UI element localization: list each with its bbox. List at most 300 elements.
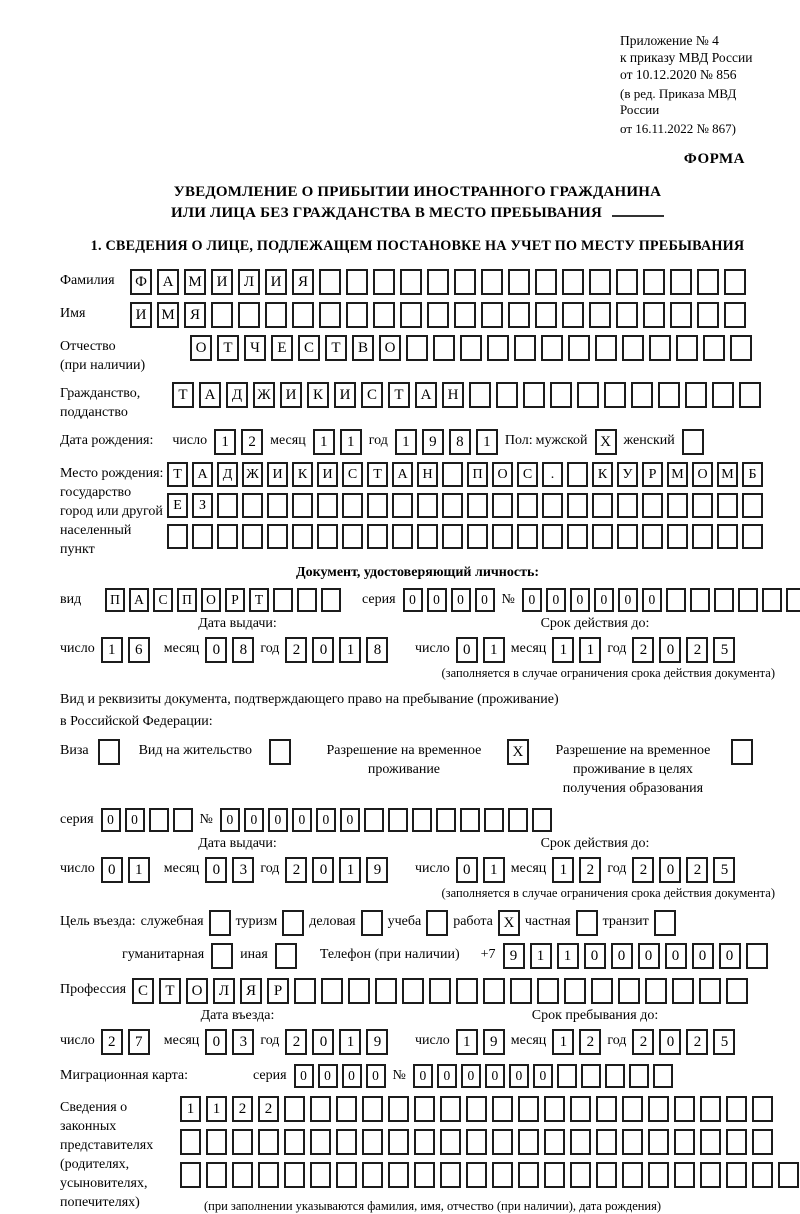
char-cell[interactable] [402,978,424,1004]
char-cell[interactable] [629,1064,649,1088]
char-cell[interactable]: 1 [313,429,335,455]
char-cell[interactable] [562,269,584,295]
char-cell[interactable] [717,524,738,549]
char-cell[interactable] [496,382,518,408]
char-cell[interactable]: А [392,462,413,487]
char-cell[interactable] [592,493,613,518]
char-cell[interactable]: 0 [403,588,423,612]
char-cell[interactable]: Н [417,462,438,487]
char-cell[interactable] [317,524,338,549]
char-cell[interactable]: Ф [130,269,152,295]
char-cell[interactable] [697,269,719,295]
sex-male-checkbox[interactable] [595,429,617,455]
char-cell[interactable] [414,1162,435,1188]
char-cell[interactable] [537,978,559,1004]
char-cell[interactable] [550,382,572,408]
char-cell[interactable]: 0 [427,588,447,612]
char-cell[interactable]: 0 [312,857,334,883]
char-cell[interactable] [469,382,491,408]
char-cell[interactable] [284,1096,305,1122]
char-cell[interactable] [388,808,408,832]
char-cell[interactable]: Ж [253,382,275,408]
char-cell[interactable]: 2 [258,1096,279,1122]
char-cell[interactable] [336,1162,357,1188]
identity-kind-boxes[interactable] [105,588,341,612]
char-cell[interactable] [697,302,719,328]
char-cell[interactable] [570,1129,591,1155]
char-cell[interactable]: М [184,269,206,295]
char-cell[interactable] [643,269,665,295]
char-cell[interactable] [622,1096,643,1122]
char-cell[interactable] [523,382,545,408]
temp-permit-edu-checkbox[interactable] [731,739,753,765]
char-cell[interactable]: П [177,588,197,612]
char-cell[interactable]: 0 [584,943,606,969]
char-cell[interactable]: И [280,382,302,408]
char-cell[interactable] [581,1064,601,1088]
char-cell[interactable]: 5 [713,857,735,883]
char-cell[interactable] [481,269,503,295]
char-cell[interactable]: А [129,588,149,612]
char-cell[interactable]: С [342,462,363,487]
char-cell[interactable]: Т [325,335,347,361]
char-cell[interactable] [346,302,368,328]
char-cell[interactable]: Л [238,269,260,295]
purpose-business-checkbox[interactable] [361,910,383,936]
char-cell[interactable]: Я [292,269,314,295]
char-cell[interactable] [700,1096,721,1122]
char-cell[interactable]: 1 [180,1096,201,1122]
visa-checkbox[interactable] [98,739,120,765]
char-cell[interactable] [618,978,640,1004]
char-cell[interactable] [670,269,692,295]
char-cell[interactable]: О [186,978,208,1004]
char-cell[interactable]: 3 [232,1029,254,1055]
identity-expiry-day-boxes[interactable] [456,637,505,663]
char-cell[interactable] [454,302,476,328]
char-cell[interactable]: Я [184,302,206,328]
char-cell[interactable] [631,382,653,408]
purpose-tourism-checkbox[interactable] [282,910,304,936]
char-cell[interactable] [692,524,713,549]
char-cell[interactable] [596,1162,617,1188]
char-cell[interactable] [724,302,746,328]
char-cell[interactable]: 1 [483,637,505,663]
char-cell[interactable]: 9 [366,857,388,883]
stay-day-boxes[interactable] [456,1029,505,1055]
char-cell[interactable]: 1 [101,637,123,663]
char-cell[interactable]: 0 [437,1064,457,1088]
entry-month-boxes[interactable] [205,1029,254,1055]
char-cell[interactable]: Т [388,382,410,408]
char-cell[interactable]: 0 [292,808,312,832]
char-cell[interactable]: . [542,462,563,487]
char-cell[interactable]: 2 [686,857,708,883]
char-cell[interactable]: 2 [579,857,601,883]
char-cell[interactable] [746,943,768,969]
char-cell[interactable]: 2 [101,1029,123,1055]
residence-issue-year-boxes[interactable] [285,857,388,883]
char-cell[interactable]: К [307,382,329,408]
char-cell[interactable]: 1 [483,857,505,883]
sex-female-checkbox[interactable] [682,429,704,455]
char-cell[interactable] [596,1129,617,1155]
migration-series-boxes[interactable] [294,1064,386,1088]
char-cell[interactable]: 0 [205,857,227,883]
char-cell[interactable]: О [190,335,212,361]
char-cell[interactable] [427,302,449,328]
char-cell[interactable]: 0 [461,1064,481,1088]
char-cell[interactable] [643,302,665,328]
char-cell[interactable] [388,1162,409,1188]
char-cell[interactable] [648,1129,669,1155]
char-cell[interactable] [514,335,536,361]
char-cell[interactable] [699,978,721,1004]
char-cell[interactable] [267,493,288,518]
char-cell[interactable] [591,978,613,1004]
char-cell[interactable] [570,1096,591,1122]
char-cell[interactable]: У [617,462,638,487]
char-cell[interactable]: Е [271,335,293,361]
char-cell[interactable]: 0 [220,808,240,832]
char-cell[interactable]: X [595,429,617,455]
char-cell[interactable]: А [199,382,221,408]
representatives-boxes-row-2[interactable] [180,1129,799,1155]
char-cell[interactable]: Т [367,462,388,487]
char-cell[interactable]: 5 [713,637,735,663]
char-cell[interactable] [364,808,384,832]
char-cell[interactable]: М [157,302,179,328]
char-cell[interactable] [508,269,530,295]
char-cell[interactable] [577,382,599,408]
entry-day-boxes[interactable] [101,1029,150,1055]
surname-boxes[interactable] [130,269,746,295]
char-cell[interactable] [567,524,588,549]
char-cell[interactable] [336,1129,357,1155]
purpose-work-checkbox[interactable] [498,910,520,936]
char-cell[interactable]: Н [442,382,464,408]
char-cell[interactable]: 2 [232,1096,253,1122]
char-cell[interactable] [592,524,613,549]
char-cell[interactable]: 1 [557,943,579,969]
char-cell[interactable]: К [592,462,613,487]
char-cell[interactable] [738,588,758,612]
char-cell[interactable] [517,524,538,549]
char-cell[interactable] [567,493,588,518]
char-cell[interactable]: 1 [339,637,361,663]
char-cell[interactable]: А [157,269,179,295]
char-cell[interactable] [752,1129,773,1155]
char-cell[interactable]: 0 [340,808,360,832]
char-cell[interactable]: 7 [128,1029,150,1055]
char-cell[interactable]: 2 [285,1029,307,1055]
char-cell[interactable] [562,302,584,328]
char-cell[interactable] [532,808,552,832]
char-cell[interactable]: 2 [285,637,307,663]
birthplace-boxes-row-3[interactable] [167,524,763,549]
char-cell[interactable] [484,808,504,832]
citizenship-boxes[interactable] [172,382,761,408]
char-cell[interactable]: 0 [101,857,123,883]
char-cell[interactable] [319,302,341,328]
char-cell[interactable]: 1 [552,637,574,663]
char-cell[interactable] [726,978,748,1004]
temp-permit-checkbox[interactable] [507,739,529,765]
char-cell[interactable] [557,1064,577,1088]
char-cell[interactable]: О [201,588,221,612]
migration-number-boxes[interactable] [413,1064,673,1088]
char-cell[interactable]: 1 [579,637,601,663]
char-cell[interactable] [321,588,341,612]
birthplace-boxes-row-1[interactable] [167,462,763,487]
char-cell[interactable] [412,808,432,832]
char-cell[interactable] [192,524,213,549]
char-cell[interactable] [460,808,480,832]
char-cell[interactable] [731,739,753,765]
char-cell[interactable]: 0 [294,1064,314,1088]
char-cell[interactable]: Р [225,588,245,612]
char-cell[interactable] [542,524,563,549]
char-cell[interactable] [616,269,638,295]
char-cell[interactable]: 2 [632,1029,654,1055]
char-cell[interactable] [595,335,617,361]
char-cell[interactable]: 0 [570,588,590,612]
char-cell[interactable]: Л [213,978,235,1004]
char-cell[interactable] [730,335,752,361]
char-cell[interactable] [666,588,686,612]
char-cell[interactable] [674,1096,695,1122]
char-cell[interactable]: Т [249,588,269,612]
char-cell[interactable] [645,978,667,1004]
char-cell[interactable] [605,1064,625,1088]
residence-expiry-day-boxes[interactable] [456,857,505,883]
char-cell[interactable]: 0 [316,808,336,832]
char-cell[interactable]: 0 [719,943,741,969]
char-cell[interactable]: С [361,382,383,408]
char-cell[interactable]: К [292,462,313,487]
char-cell[interactable]: 0 [485,1064,505,1088]
char-cell[interactable] [273,588,293,612]
char-cell[interactable] [649,335,671,361]
char-cell[interactable] [297,588,317,612]
char-cell[interactable] [321,978,343,1004]
char-cell[interactable] [653,1064,673,1088]
char-cell[interactable]: П [105,588,125,612]
char-cell[interactable] [282,910,304,936]
char-cell[interactable] [342,524,363,549]
purpose-other-checkbox[interactable] [275,943,297,969]
char-cell[interactable] [436,808,456,832]
char-cell[interactable] [778,1162,799,1188]
char-cell[interactable] [426,910,448,936]
char-cell[interactable] [622,1129,643,1155]
char-cell[interactable] [217,524,238,549]
char-cell[interactable] [342,493,363,518]
char-cell[interactable] [180,1162,201,1188]
char-cell[interactable] [786,588,800,612]
char-cell[interactable] [589,269,611,295]
char-cell[interactable] [211,943,233,969]
char-cell[interactable]: 0 [413,1064,433,1088]
char-cell[interactable]: С [132,978,154,1004]
char-cell[interactable]: 2 [632,637,654,663]
char-cell[interactable] [466,1162,487,1188]
char-cell[interactable]: 2 [686,1029,708,1055]
char-cell[interactable] [417,493,438,518]
purpose-study-checkbox[interactable] [426,910,448,936]
char-cell[interactable] [739,382,761,408]
char-cell[interactable] [440,1096,461,1122]
char-cell[interactable]: И [265,269,287,295]
entry-year-boxes[interactable] [285,1029,388,1055]
char-cell[interactable] [726,1096,747,1122]
char-cell[interactable]: М [667,462,688,487]
char-cell[interactable] [265,302,287,328]
char-cell[interactable]: С [153,588,173,612]
char-cell[interactable]: 8 [449,429,471,455]
char-cell[interactable]: 1 [214,429,236,455]
residence-number-boxes[interactable] [220,808,552,832]
char-cell[interactable] [269,739,291,765]
char-cell[interactable]: Д [217,462,238,487]
char-cell[interactable] [373,302,395,328]
char-cell[interactable]: С [517,462,538,487]
char-cell[interactable] [292,302,314,328]
char-cell[interactable]: 3 [232,857,254,883]
char-cell[interactable] [667,524,688,549]
purpose-official-checkbox[interactable] [209,910,231,936]
char-cell[interactable]: 9 [503,943,525,969]
char-cell[interactable] [492,1129,513,1155]
char-cell[interactable]: О [379,335,401,361]
char-cell[interactable] [442,493,463,518]
char-cell[interactable]: И [317,462,338,487]
char-cell[interactable] [242,493,263,518]
char-cell[interactable] [589,302,611,328]
char-cell[interactable] [544,1096,565,1122]
char-cell[interactable] [400,269,422,295]
stay-month-boxes[interactable] [552,1029,601,1055]
char-cell[interactable] [674,1162,695,1188]
char-cell[interactable] [440,1162,461,1188]
identity-issue-day-boxes[interactable] [101,637,150,663]
char-cell[interactable]: 0 [659,637,681,663]
char-cell[interactable] [742,524,763,549]
char-cell[interactable]: Е [167,493,188,518]
char-cell[interactable] [642,493,663,518]
char-cell[interactable] [541,335,563,361]
char-cell[interactable]: 2 [686,637,708,663]
char-cell[interactable]: Б [742,462,763,487]
char-cell[interactable] [466,1129,487,1155]
char-cell[interactable] [535,269,557,295]
char-cell[interactable] [622,1162,643,1188]
char-cell[interactable]: О [692,462,713,487]
char-cell[interactable] [284,1162,305,1188]
char-cell[interactable]: 0 [366,1064,386,1088]
char-cell[interactable]: Я [240,978,262,1004]
char-cell[interactable] [726,1129,747,1155]
char-cell[interactable] [467,524,488,549]
char-cell[interactable] [674,1129,695,1155]
char-cell[interactable] [284,1129,305,1155]
identity-issue-year-boxes[interactable] [285,637,388,663]
char-cell[interactable]: И [267,462,288,487]
char-cell[interactable]: 5 [713,1029,735,1055]
char-cell[interactable] [670,302,692,328]
char-cell[interactable]: 0 [659,857,681,883]
char-cell[interactable] [654,910,676,936]
char-cell[interactable]: 0 [692,943,714,969]
char-cell[interactable] [690,588,710,612]
identity-expiry-year-boxes[interactable] [632,637,735,663]
purpose-humanitarian-checkbox[interactable] [211,943,233,969]
char-cell[interactable] [258,1129,279,1155]
char-cell[interactable]: 0 [312,1029,334,1055]
char-cell[interactable] [700,1129,721,1155]
char-cell[interactable]: И [130,302,152,328]
char-cell[interactable] [596,1096,617,1122]
char-cell[interactable] [414,1096,435,1122]
char-cell[interactable] [642,524,663,549]
char-cell[interactable] [703,335,725,361]
char-cell[interactable] [319,269,341,295]
purpose-transit-checkbox[interactable] [654,910,676,936]
char-cell[interactable]: 0 [638,943,660,969]
char-cell[interactable] [232,1129,253,1155]
char-cell[interactable]: 1 [395,429,417,455]
char-cell[interactable]: 1 [456,1029,478,1055]
char-cell[interactable]: 0 [268,808,288,832]
char-cell[interactable] [294,978,316,1004]
char-cell[interactable]: Т [159,978,181,1004]
char-cell[interactable] [752,1162,773,1188]
char-cell[interactable]: А [415,382,437,408]
char-cell[interactable]: 9 [422,429,444,455]
char-cell[interactable]: 0 [125,808,145,832]
char-cell[interactable]: 0 [205,637,227,663]
char-cell[interactable] [433,335,455,361]
char-cell[interactable]: 0 [312,637,334,663]
char-cell[interactable] [206,1129,227,1155]
representatives-boxes-row-3[interactable] [180,1162,799,1188]
char-cell[interactable] [211,302,233,328]
char-cell[interactable]: Ж [242,462,263,487]
char-cell[interactable]: 0 [611,943,633,969]
char-cell[interactable]: 0 [509,1064,529,1088]
char-cell[interactable]: Р [267,978,289,1004]
char-cell[interactable] [442,462,463,487]
char-cell[interactable]: 8 [232,637,254,663]
char-cell[interactable] [648,1096,669,1122]
char-cell[interactable] [400,302,422,328]
char-cell[interactable]: 1 [552,1029,574,1055]
char-cell[interactable]: 0 [546,588,566,612]
char-cell[interactable] [617,493,638,518]
char-cell[interactable]: 2 [285,857,307,883]
char-cell[interactable] [310,1096,331,1122]
char-cell[interactable] [173,808,193,832]
char-cell[interactable]: 2 [579,1029,601,1055]
char-cell[interactable] [542,493,563,518]
char-cell[interactable] [685,382,707,408]
char-cell[interactable] [232,1162,253,1188]
char-cell[interactable] [180,1129,201,1155]
char-cell[interactable]: 8 [366,637,388,663]
char-cell[interactable]: 2 [241,429,263,455]
char-cell[interactable] [375,978,397,1004]
char-cell[interactable] [367,493,388,518]
